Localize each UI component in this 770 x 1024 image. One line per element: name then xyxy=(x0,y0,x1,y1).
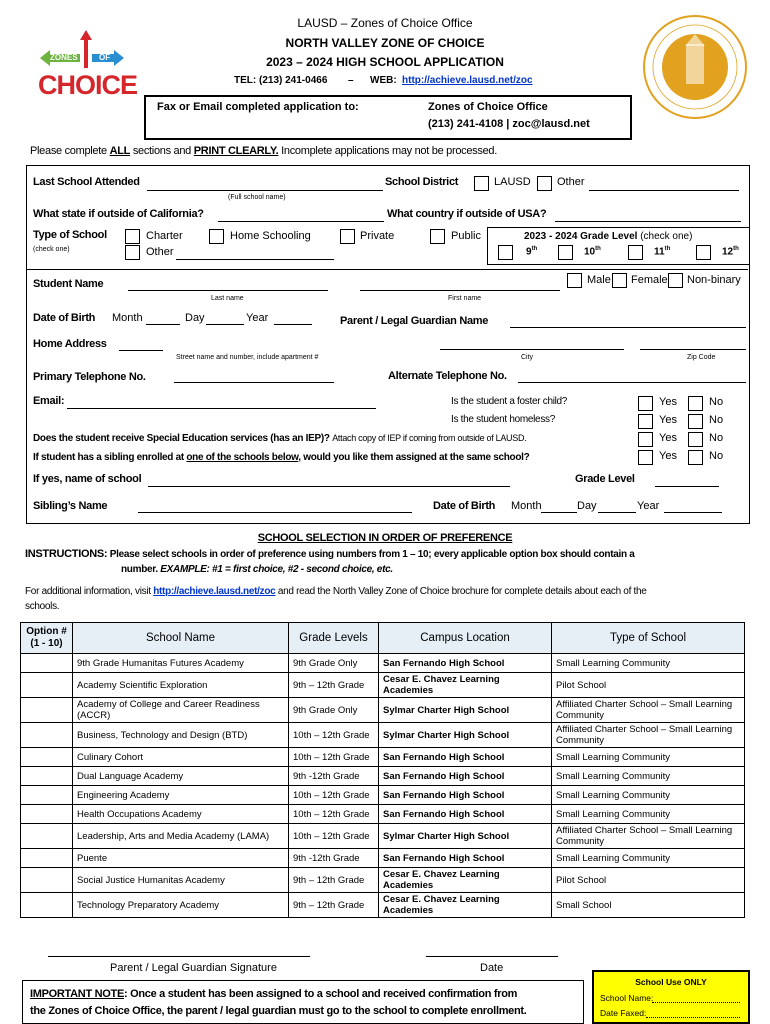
dob-month-label: Month xyxy=(112,312,143,324)
alt-phone-field[interactable] xyxy=(518,382,746,383)
school-name-label: School Name: xyxy=(600,993,654,1003)
alt-phone-label: Alternate Telephone No. xyxy=(388,370,507,382)
logo-choice-text: CHOICE xyxy=(38,70,138,100)
grade-level-title: 2023 - 2024 Grade Level xyxy=(524,231,638,242)
last-name-hint: Last name xyxy=(211,295,244,302)
grade-level-cell: 9th – 12th Grade xyxy=(289,673,379,698)
school-name-cell: Engineering Academy xyxy=(73,786,289,805)
school-name-header: School Name xyxy=(73,623,289,654)
school-name-cell: Academy of College and Career Readiness (ACCR) xyxy=(73,698,289,723)
home-schooling-checkbox[interactable] xyxy=(209,229,224,244)
date-label: Date xyxy=(480,962,504,974)
public-checkbox[interactable] xyxy=(430,229,445,244)
female-checkbox[interactable] xyxy=(612,273,627,288)
dob-month-field[interactable] xyxy=(146,324,180,325)
grade-level-cell: 9th Grade Only xyxy=(289,654,379,673)
country-field[interactable] xyxy=(555,221,741,222)
option-number-cell[interactable] xyxy=(21,748,73,767)
campus-location-header: Campus Location xyxy=(379,623,552,654)
student-name-label: Student Name xyxy=(33,278,104,290)
table-row xyxy=(21,673,745,698)
dob-day-field[interactable] xyxy=(206,324,244,325)
check-one-hint: (check one) xyxy=(33,246,70,253)
dob-year-field[interactable] xyxy=(274,324,312,325)
sibling-day-field[interactable] xyxy=(598,512,636,513)
state-field[interactable] xyxy=(218,221,384,222)
type-other-checkbox[interactable] xyxy=(125,245,140,260)
city-hint: City xyxy=(521,354,534,361)
grade-level-cell: 10th – 12th Grade xyxy=(289,824,379,849)
option-number-cell[interactable] xyxy=(21,673,73,698)
homeless-no-checkbox[interactable] xyxy=(688,414,703,429)
option-number-cell[interactable] xyxy=(21,786,73,805)
office-name: LAUSD – Zones of Choice Office xyxy=(297,16,473,30)
school-type-cell: Small Learning Community xyxy=(552,805,745,824)
option-number-cell[interactable] xyxy=(21,849,73,868)
homeless-question: Is the student homeless? xyxy=(451,414,555,425)
lausd-label: LAUSD xyxy=(494,176,531,188)
male-label: Male xyxy=(587,274,611,286)
table-row xyxy=(21,893,745,918)
last-school-label: Last School Attended xyxy=(33,176,140,188)
school-type-cell: Small School xyxy=(552,893,745,918)
date-field[interactable] xyxy=(426,956,558,957)
table-row xyxy=(21,824,745,849)
school-name-cell: Leadership, Arts and Media Academy (LAMA) xyxy=(73,824,289,849)
school-name-cell: Academy Scientific Exploration xyxy=(73,673,289,698)
table-row xyxy=(21,767,745,786)
street-hint: Street name and number, include apartment # xyxy=(176,354,319,361)
foster-yes-label: Yes xyxy=(659,396,677,408)
home-address-label: Home Address xyxy=(33,338,107,350)
campus-location-cell: San Fernando High School xyxy=(379,767,552,786)
primary-phone-field[interactable] xyxy=(174,382,334,383)
home-schooling-label: Home Schooling xyxy=(230,230,311,242)
district-other-label: Other xyxy=(557,176,585,188)
grade-10-label: 10th xyxy=(584,246,601,258)
grade-level-cell: 9th -12th Grade xyxy=(289,849,379,868)
dob-year-label: Year xyxy=(246,312,269,324)
campus-location-cell: San Fernando High School xyxy=(379,849,552,868)
instructions-line2: number. EXAMPLE: #1 = first choice, #2 - second choice, etc. xyxy=(121,564,393,575)
city-field[interactable] xyxy=(440,349,624,350)
campus-location-cell: Sylmar Charter High School xyxy=(379,698,552,723)
table-row xyxy=(21,849,745,868)
sibling-yes-label: Yes xyxy=(659,450,677,462)
option-number-cell[interactable] xyxy=(21,805,73,824)
first-name-hint: First name xyxy=(448,295,482,302)
section-divider xyxy=(26,269,748,270)
grade-10-checkbox[interactable] xyxy=(558,245,573,260)
sibling-question: If student has a sibling enrolled at one of the schools below, would you like them assigned at the same school? xyxy=(33,452,530,463)
zone-title: NORTH VALLEY ZONE OF CHOICE xyxy=(285,36,485,50)
school-name-cell: Health Occupations Academy xyxy=(73,805,289,824)
school-table xyxy=(20,622,745,918)
sibling-year-label: Year xyxy=(637,500,660,512)
separator-dash: – xyxy=(348,75,354,86)
school-name-cell: Social Justice Humanitas Academy xyxy=(73,868,289,893)
foster-question: Is the student a foster child? xyxy=(451,396,568,407)
form-title: 2023 – 2024 HIGH SCHOOL APPLICATION xyxy=(266,55,504,69)
option-number-cell[interactable] xyxy=(21,723,73,748)
sibling-month-label: Month xyxy=(511,500,542,512)
campus-location-cell: San Fernando High School xyxy=(379,786,552,805)
sibling-no-label: No xyxy=(709,450,724,462)
important-note-box xyxy=(22,980,584,1024)
campus-location-cell: San Fernando High School xyxy=(379,654,552,673)
school-district-label: School District xyxy=(385,176,459,188)
district-other-checkbox[interactable] xyxy=(537,176,552,191)
fax-label: Fax or Email completed application to: xyxy=(157,101,359,113)
country-question: What country if outside of USA? xyxy=(387,208,547,220)
grade-9-checkbox[interactable] xyxy=(498,245,513,260)
grade-12-checkbox[interactable] xyxy=(696,245,711,260)
type-other-field[interactable] xyxy=(176,259,334,260)
charter-checkbox[interactable] xyxy=(125,229,140,244)
student-last-name-field[interactable] xyxy=(128,290,328,291)
private-label: Private xyxy=(360,230,395,242)
fax-box xyxy=(144,95,632,140)
state-question: What state if outside of California? xyxy=(33,208,204,220)
nonbinary-label: Non-binary xyxy=(687,274,741,286)
option-number-cell[interactable] xyxy=(21,824,73,849)
important-note-label: IMPORTANT NOTE xyxy=(30,988,124,1000)
type-of-school-header: Type of School xyxy=(552,623,745,654)
grade-level-cell: 10th – 12th Grade xyxy=(289,723,379,748)
school-type-cell: Affiliated Charter School – Small Learning Community xyxy=(552,824,745,849)
table-row xyxy=(21,698,745,723)
instructions-line1: INSTRUCTIONS: Please select schools in order of preference using numbers from 1 – 10; every applicable option box should contain a xyxy=(25,548,635,560)
campus-location-cell: Cesar E. Chavez Learning Academies xyxy=(379,868,552,893)
charter-label: Charter xyxy=(146,230,183,242)
school-type-cell: Pilot School xyxy=(552,868,745,893)
school-type-cell: Small Learning Community xyxy=(552,849,745,868)
sibling-yes-checkbox[interactable] xyxy=(638,450,653,465)
logo-of-text: OF xyxy=(99,53,111,62)
option-number-cell[interactable] xyxy=(21,767,73,786)
signature-label: Parent / Legal Guardian Signature xyxy=(110,962,277,974)
grade-level-cell: 9th – 12th Grade xyxy=(289,893,379,918)
guardian-field[interactable] xyxy=(510,327,746,328)
campus-location-cell: Cesar E. Chavez Learning Academies xyxy=(379,893,552,918)
date-faxed-label: Date Faxed: xyxy=(600,1008,647,1018)
email-label: Email: xyxy=(33,395,65,407)
grade-9-label: 9th xyxy=(526,246,538,258)
campus-location-cell: Sylmar Charter High School xyxy=(379,723,552,748)
female-label: Female xyxy=(631,274,668,286)
iep-no-label: No xyxy=(709,432,724,444)
web-label: WEB: xyxy=(370,75,397,86)
iep-question: Does the student receive Special Education services (has an IEP)? Attach copy of IEP if coming from outside of LAUSD. xyxy=(33,433,527,444)
sibling-dob-label: Date of Birth xyxy=(433,500,496,512)
private-checkbox[interactable] xyxy=(340,229,355,244)
table-row xyxy=(21,868,745,893)
grade-level-label: Grade Level xyxy=(575,473,635,485)
zip-field[interactable] xyxy=(640,349,746,350)
foster-no-label: No xyxy=(709,396,724,408)
option-number-cell[interactable] xyxy=(21,868,73,893)
sibling-year-field[interactable] xyxy=(664,512,722,513)
grade-levels-header: Grade Levels xyxy=(289,623,379,654)
primary-phone-label: Primary Telephone No. xyxy=(33,371,146,383)
school-type-cell: Small Learning Community xyxy=(552,786,745,805)
iep-no-checkbox[interactable] xyxy=(688,432,703,447)
email-field[interactable] xyxy=(67,408,376,409)
school-type-cell: Affiliated Charter School – Small Learning Community xyxy=(552,723,745,748)
sibling-grade-field[interactable] xyxy=(655,486,719,487)
lausd-seal-icon xyxy=(642,14,748,120)
school-name-cell: Culinary Cohort xyxy=(73,748,289,767)
school-name-cell: Business, Technology and Design (BTD) xyxy=(73,723,289,748)
table-row xyxy=(21,723,745,748)
foster-yes-checkbox[interactable] xyxy=(638,396,653,411)
campus-location-cell: San Fernando High School xyxy=(379,748,552,767)
school-use-title: School Use ONLY xyxy=(635,977,707,987)
school-type-cell: Pilot School xyxy=(552,673,745,698)
public-label: Public xyxy=(451,230,481,242)
table-row xyxy=(21,654,745,673)
table-row xyxy=(21,805,745,824)
table-row xyxy=(21,748,745,767)
table-row xyxy=(21,786,745,805)
district-other-field[interactable] xyxy=(589,190,739,191)
info-line2: schools. xyxy=(25,601,60,612)
grade-level-cell: 9th – 12th Grade xyxy=(289,868,379,893)
last-school-field[interactable] xyxy=(147,190,383,191)
school-name-cell: 9th Grade Humanitas Futures Academy xyxy=(73,654,289,673)
grade-12-label: 12th xyxy=(722,246,739,258)
important-note-text2: the Zones of Choice Office, the parent / legal guardian must go to the school to complete enrollment. xyxy=(30,1005,527,1017)
lausd-checkbox[interactable] xyxy=(474,176,489,191)
dob-label: Date of Birth xyxy=(33,312,96,324)
school-name-cell: Technology Preparatory Academy xyxy=(73,893,289,918)
school-type-cell: Small Learning Community xyxy=(552,654,745,673)
guardian-label: Parent / Legal Guardian Name xyxy=(340,315,489,327)
grade-level-cell: 9th -12th Grade xyxy=(289,767,379,786)
signature-field[interactable] xyxy=(48,956,310,957)
zip-hint: Zip Code xyxy=(687,354,716,361)
type-school-label: Type of School xyxy=(33,229,107,241)
grade-11-label: 11th xyxy=(654,246,671,258)
school-type-cell: Small Learning Community xyxy=(552,748,745,767)
iep-yes-label: Yes xyxy=(659,432,677,444)
grade-11-checkbox[interactable] xyxy=(628,245,643,260)
sibling-name-label: Sibling’s Name xyxy=(33,500,108,512)
telephone: TEL: (213) 241-0466 xyxy=(234,75,328,86)
street-number-field[interactable] xyxy=(119,350,163,351)
grade-level-cell: 10th – 12th Grade xyxy=(289,805,379,824)
nonbinary-checkbox[interactable] xyxy=(668,273,683,288)
fax-office: Zones of Choice Office xyxy=(428,101,548,113)
school-type-cell: Affiliated Charter School – Small Learning Community xyxy=(552,698,745,723)
if-yes-school-label: If yes, name of school xyxy=(33,473,142,485)
school-name-cell: Dual Language Academy xyxy=(73,767,289,786)
fax-contact: (213) 241-4108 | zoc@lausd.net xyxy=(428,118,590,130)
sibling-name-field[interactable] xyxy=(138,512,412,513)
sibling-day-label: Day xyxy=(577,500,597,512)
homeless-no-label: No xyxy=(709,414,724,426)
campus-location-cell: Sylmar Charter High School xyxy=(379,824,552,849)
date-faxed-field[interactable] xyxy=(646,1017,740,1018)
foster-no-checkbox[interactable] xyxy=(688,396,703,411)
logo-zones-text: ZONES xyxy=(50,53,78,62)
grade-check-hint: (check one) xyxy=(640,231,693,242)
grade-level-cell: 9th Grade Only xyxy=(289,698,379,723)
option-number-cell[interactable] xyxy=(21,893,73,918)
school-type-cell: Small Learning Community xyxy=(552,767,745,786)
school-name-field[interactable] xyxy=(652,1002,740,1003)
grade-level-cell: 10th – 12th Grade xyxy=(289,786,379,805)
option-number-cell[interactable] xyxy=(21,698,73,723)
option-header: Option # (1 - 10) xyxy=(21,623,73,654)
selection-heading: SCHOOL SELECTION IN ORDER OF PREFERENCE xyxy=(257,532,513,544)
school-name-cell: Puente xyxy=(73,849,289,868)
full-school-hint: (Full school name) xyxy=(228,194,286,201)
student-first-name-field[interactable] xyxy=(360,290,560,291)
male-checkbox[interactable] xyxy=(567,273,582,288)
grade-level-box xyxy=(487,227,750,265)
type-other-label: Other xyxy=(146,246,174,258)
sibling-month-field[interactable] xyxy=(541,512,577,513)
dob-day-label: Day xyxy=(185,312,205,324)
grade-level-cell: 10th – 12th Grade xyxy=(289,748,379,767)
important-note-text: : Once a student has been assigned to a school and received confirmation from xyxy=(123,988,518,1000)
info-link[interactable]: http://achieve.lausd.net/zoc xyxy=(153,586,276,597)
sibling-no-checkbox[interactable] xyxy=(688,450,703,465)
option-number-cell[interactable] xyxy=(21,654,73,673)
homeless-yes-label: Yes xyxy=(659,414,677,426)
campus-location-cell: Cesar E. Chavez Learning Academies xyxy=(379,673,552,698)
intro-text: Please complete ALL sections and PRINT CLEARLY. Incomplete applications may not be processed. xyxy=(30,145,497,157)
school-use-box xyxy=(592,970,750,1024)
campus-location-cell: San Fernando High School xyxy=(379,805,552,824)
info-line1: For additional information, visit http://achieve.lausd.net/zoc and read the North Valley Zone of Choice brochure for complete details about each of the xyxy=(25,586,647,597)
homeless-yes-checkbox[interactable] xyxy=(638,414,653,429)
sibling-school-field[interactable] xyxy=(148,486,510,487)
web-link[interactable]: http://achieve.lausd.net/zoc xyxy=(402,75,533,86)
iep-yes-checkbox[interactable] xyxy=(638,432,653,447)
